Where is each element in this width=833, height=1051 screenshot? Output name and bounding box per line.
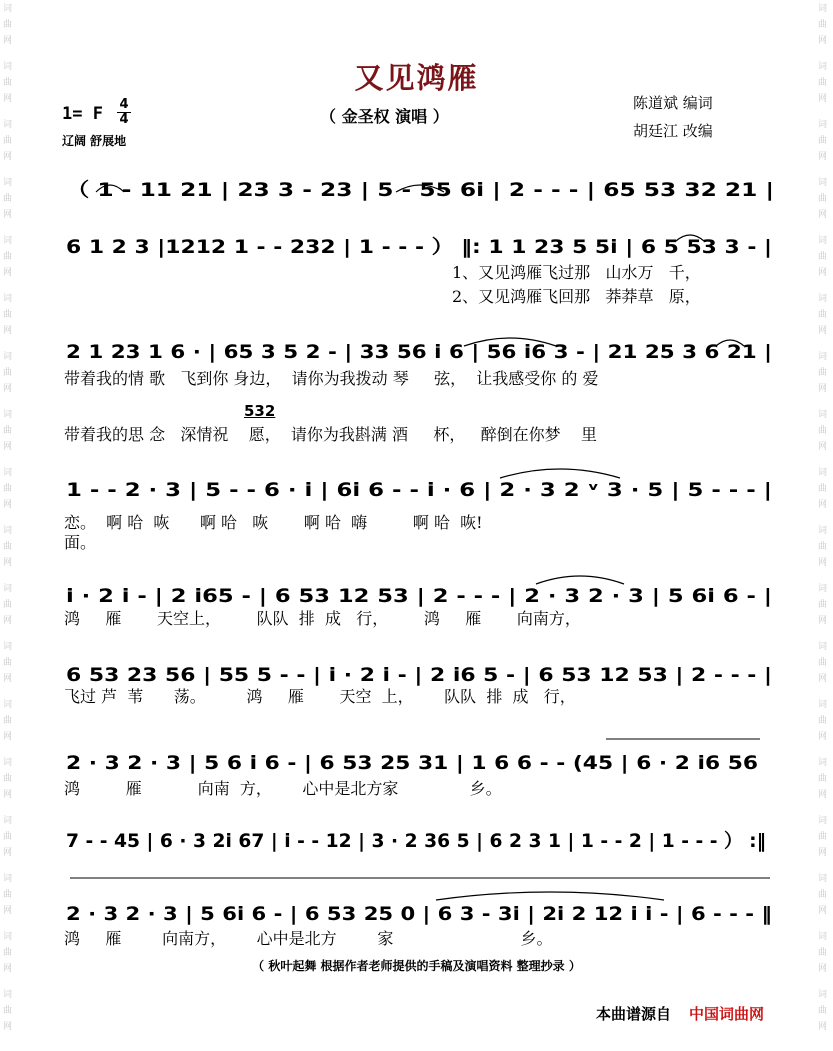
chorus-lyric-line-2: 飞过 芦 苇 荡。 鸿 雁 天空 上， 队队 排 成 行，: [64, 687, 576, 706]
watermark-char: 曲: [3, 948, 13, 958]
watermark-char: 网: [3, 732, 13, 742]
watermark-char: 曲: [3, 774, 13, 784]
watermark-char: 曲: [3, 542, 13, 552]
watermark-char: 网: [818, 616, 828, 626]
watermark-char: 词: [818, 526, 828, 536]
watermark-char: 网: [3, 674, 13, 684]
watermark-char: 网: [818, 268, 828, 278]
watermark-char: 曲: [818, 890, 828, 900]
watermark-char: 网: [818, 558, 828, 568]
song-title: 又见鸿雁: [354, 61, 479, 95]
key-signature: 1= F: [62, 104, 103, 124]
watermark-char: 词: [818, 294, 828, 304]
watermark-char: 曲: [818, 484, 828, 494]
watermark-char: 曲: [818, 20, 828, 30]
watermark-char: 曲: [3, 136, 13, 146]
watermark-char: 词: [3, 526, 13, 536]
watermark-char: 词: [818, 352, 828, 362]
watermark-char: 曲: [818, 832, 828, 842]
notation-line-6: 6 53 23 56 | 55 5 - - | i · 2 i - | 2 i6 5 - | 6 53 12 53 | 2 - - - |: [66, 664, 772, 686]
watermark-char: 词: [3, 816, 13, 826]
refrain-lyric-line-1: 恋。 啊 哈 咴 啊 哈 咴 啊 哈 嗨 啊 哈 咴!: [64, 513, 483, 532]
watermark-char: 词: [3, 642, 13, 652]
watermark-char: 曲: [3, 426, 13, 436]
watermark-char: 曲: [3, 484, 13, 494]
staff-3: [0, 332, 833, 372]
watermark-char: 网: [3, 1022, 13, 1032]
watermark-char: 词: [818, 4, 828, 14]
watermark-char: 网: [3, 616, 13, 626]
watermark-char: 网: [3, 500, 13, 510]
watermark-char: 词: [818, 120, 828, 130]
watermark-char: 曲: [818, 658, 828, 668]
watermark-char: 词: [818, 62, 828, 72]
watermark-char: 曲: [3, 1006, 13, 1016]
watermark-char: 曲: [818, 1006, 828, 1016]
watermark-char: 网: [3, 442, 13, 452]
watermark-char: 网: [818, 94, 828, 104]
watermark-char: 曲: [818, 368, 828, 378]
ending-lyric-line: 鸿 雁 向南方， 心中是北方 家 乡。: [64, 929, 553, 948]
watermark-char: 曲: [818, 78, 828, 88]
watermark-char: 曲: [818, 948, 828, 958]
watermark-char: 曲: [3, 600, 13, 610]
watermark-char: 网: [818, 848, 828, 858]
watermark-char: 词: [818, 410, 828, 420]
notation-line-8: 7 - - 45 | 6 · 3 2i 67 | i - - 12 | 3 · 2 36 5 | 6 2 3 1 | 1 - - 2 | 1 - - - ） :‖: [66, 830, 778, 852]
watermark-char: 词: [3, 700, 13, 710]
watermark-char: 网: [3, 790, 13, 800]
time-signature-bottom: 4: [117, 112, 131, 127]
watermark-char: 网: [818, 906, 828, 916]
notation-line-3: 2 1 23 1 6 · | 65 3 5 2 - | 33 56 i 6 | 56 i6 3 - | 21 25 3 6 21 |: [66, 341, 772, 363]
watermark-char: 词: [3, 120, 13, 130]
verse-lyric-line-1: 带着我的情 歌 飞到你 身边， 请你为我拨动 琴 弦， 让我感受你 的 爱: [64, 369, 599, 388]
verse-intro-line-2: 2、又见鸿雁飞回那 莽莽草 原，: [452, 287, 701, 306]
verse-intro-line-1: 1、又见鸿雁飞过那 山水万 千，: [452, 263, 701, 282]
variant-notes: 532: [244, 402, 276, 420]
notation-line-7: 2 · 3 2 · 3 | 5 6 i 6 - | 6 53 25 31 | 1 6 6 - - (45 | 6 · 2 i6 56: [66, 752, 758, 774]
watermark-char: 网: [818, 1022, 828, 1032]
watermark-char: 词: [818, 816, 828, 826]
watermark-char: 曲: [3, 716, 13, 726]
watermark-char: 网: [818, 790, 828, 800]
watermark-char: 词: [3, 990, 13, 1000]
transcription-note: （ 秋叶起舞 根据作者老师提供的手稿及演唱资料 整理抄录 ）: [252, 959, 581, 973]
watermark-char: 曲: [818, 716, 828, 726]
watermark-char: 词: [818, 178, 828, 188]
watermark-char: 网: [818, 732, 828, 742]
watermark-char: 网: [818, 384, 828, 394]
watermark-char: 词: [818, 642, 828, 652]
watermark-char: 词: [3, 468, 13, 478]
time-signature-top: 4: [119, 97, 129, 112]
watermark-char: 词: [3, 62, 13, 72]
lyricist-credit: 陈道斌 编词: [633, 94, 713, 112]
source-label: 本曲谱源自: [596, 1005, 672, 1023]
watermark-char: 词: [818, 758, 828, 768]
watermark-char: 网: [3, 384, 13, 394]
notation-line-2: 6 1 2 3 |1212 1 - - 232 | 1 - - - ） ‖: 1 1 23 5 5i | 6 5 53 3 - |: [66, 236, 680, 258]
watermark-char: 曲: [3, 194, 13, 204]
watermark-char: 词: [3, 758, 13, 768]
watermark-char: 网: [818, 210, 828, 220]
notation-line-5: i · 2 i - | 2 i65 - | 6 53 12 53 | 2 - - - | 2 · 3 2 · 3 | 5 6i 6 - |: [66, 585, 772, 607]
watermark-char: 曲: [818, 136, 828, 146]
staff-9: [0, 874, 833, 934]
watermark-char: 词: [818, 990, 828, 1000]
tempo-marking: 辽阔 舒展地: [62, 134, 127, 148]
chorus-lyric-line-3: 鸿 雁 向南 方， 心中是北方家 乡。: [64, 779, 502, 798]
performer: （ 金圣权 演唱 ）: [320, 107, 449, 126]
watermark-char: 网: [3, 906, 13, 916]
watermark-char: 词: [818, 874, 828, 884]
watermark-char: 词: [3, 932, 13, 942]
watermark-char: 网: [818, 674, 828, 684]
staff-8: [0, 821, 833, 861]
arranger-credit: 胡廷江 改编: [633, 122, 713, 140]
refrain-lyric-line-2: 面。: [64, 533, 97, 552]
watermark-char: 网: [3, 36, 13, 46]
watermark-char: 词: [3, 874, 13, 884]
watermark-char: 曲: [3, 368, 13, 378]
watermark-char: 网: [818, 36, 828, 46]
watermark-char: 曲: [3, 890, 13, 900]
watermark-char: 曲: [3, 20, 13, 30]
watermark-char: 曲: [818, 600, 828, 610]
source-credit: [596, 1003, 764, 1024]
watermark-char: 网: [3, 210, 13, 220]
watermark-char: 词: [3, 584, 13, 594]
chorus-lyric-line-1: 鸿 雁 天空上， 队队 排 成 行， 鸿 雁 向南方，: [64, 609, 581, 628]
watermark-char: 网: [3, 964, 13, 974]
watermark-char: 网: [3, 94, 13, 104]
watermark-char: 词: [818, 584, 828, 594]
watermark-char: 曲: [818, 310, 828, 320]
watermark-char: 曲: [818, 194, 828, 204]
watermark-char: 网: [818, 326, 828, 336]
watermark-char: 网: [3, 326, 13, 336]
watermark-char: 网: [3, 152, 13, 162]
notation-line-4: 1 - - 2 · 3 | 5 - - 6 · i | 6i 6 - - i · 6 | 2 · 3 2 ᵛ 3 · 5 | 5 - - - |: [66, 479, 772, 501]
watermark-char: 词: [3, 178, 13, 188]
staff-2: [0, 227, 833, 267]
watermark-char: 曲: [818, 774, 828, 784]
watermark-char: 曲: [818, 426, 828, 436]
staff-1: [0, 170, 833, 210]
watermark-char: 词: [3, 352, 13, 362]
watermark-char: 网: [818, 152, 828, 162]
watermark-char: 曲: [3, 78, 13, 88]
staff-7: [0, 743, 833, 783]
watermark-char: 词: [818, 468, 828, 478]
watermark-char: 网: [818, 442, 828, 452]
watermark-char: 词: [3, 294, 13, 304]
watermark-char: 词: [818, 700, 828, 710]
watermark-char: 词: [818, 236, 828, 246]
watermark-char: 网: [818, 964, 828, 974]
source-site-link[interactable]: 中国词曲网: [689, 1005, 765, 1023]
notation-line-1: （ 1 - 11 21 | 23 3 - 23 | 5 - 55 6i | 2 - - - | 65 53 32 21 |: [66, 179, 643, 201]
watermark-char: 曲: [818, 252, 828, 262]
watermark-char: 网: [3, 848, 13, 858]
watermark-char: 词: [3, 410, 13, 420]
watermark-char: 曲: [818, 542, 828, 552]
watermark-char: 网: [3, 268, 13, 278]
watermark-char: 曲: [3, 658, 13, 668]
watermark-char: 曲: [3, 832, 13, 842]
watermark-char: 词: [3, 4, 13, 14]
staff-4: [0, 470, 833, 510]
watermark-char: 词: [3, 236, 13, 246]
watermark-char: 网: [3, 558, 13, 568]
watermark-char: 曲: [3, 310, 13, 320]
verse-lyric-line-2: 带着我的思 念 深情祝 愿， 请你为我斟满 酒 杯， 醉倒在你梦 里: [64, 425, 597, 444]
watermark-char: 网: [818, 500, 828, 510]
watermark-char: 曲: [3, 252, 13, 262]
time-signature: [117, 98, 131, 127]
notation-line-9: 2 · 3 2 · 3 | 5 6i 6 - | 6 53 25 0 | 6 3 - 3i | 2i 2 12 i i - | 6 - - - ‖: [66, 903, 772, 925]
watermark-char: 词: [818, 932, 828, 942]
